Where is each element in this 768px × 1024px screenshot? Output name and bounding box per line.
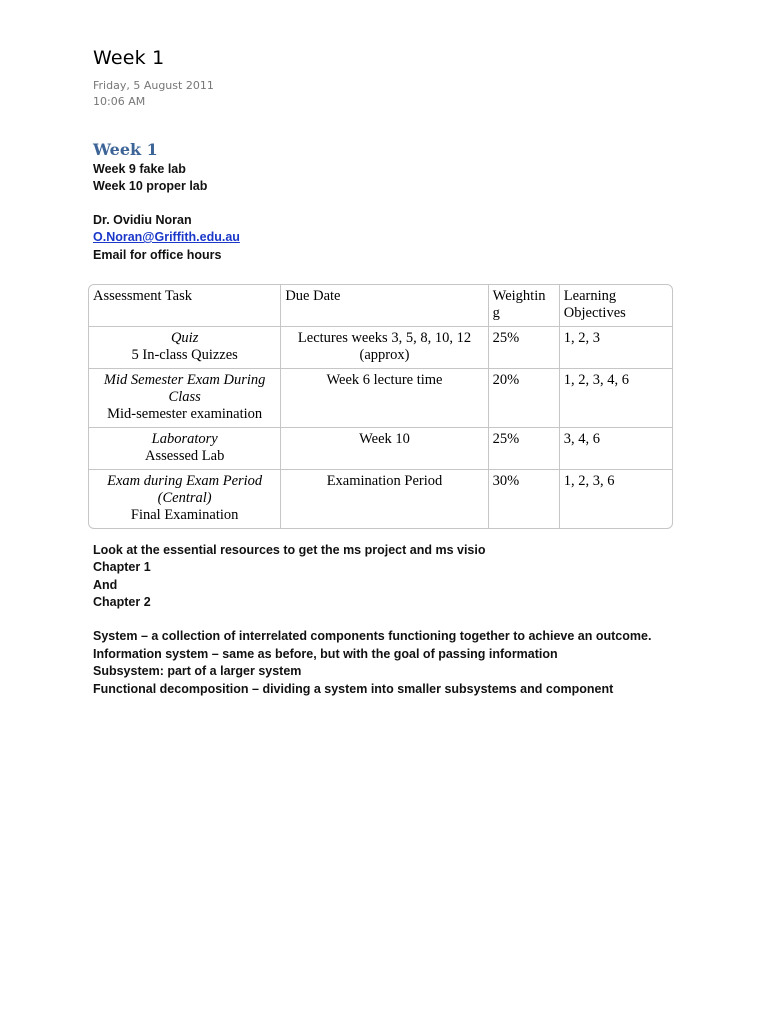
header-assessment-task: Assessment Task	[89, 285, 281, 327]
definition-subsystem: Subsystem: part of a larger system	[93, 664, 302, 678]
task-name: Assessed Lab	[144, 448, 225, 464]
table-row	[89, 428, 672, 470]
weighting-cell: 30%	[489, 470, 560, 528]
task-cell	[89, 369, 281, 428]
text-line-fake-lab: Week 9 fake lab	[93, 162, 186, 176]
definition-information-system: Information system – same as before, but with the goal of passing information	[93, 647, 558, 661]
definition-system: System – a collection of interrelated components functioning together to achieve an outcome.	[93, 629, 652, 643]
text-line-chapter-1: Chapter 1	[93, 560, 151, 574]
table-row	[89, 369, 672, 428]
objectives-cell: 3, 4, 6	[560, 428, 672, 470]
page-time: 10:06 AM	[93, 95, 146, 108]
text-line-resources: Look at the essential resources to get the ms project and ms visio	[93, 543, 486, 557]
objectives-cell: 1, 2, 3, 4, 6	[560, 369, 672, 428]
task-cell	[89, 327, 281, 369]
text-line-chapter-2: Chapter 2	[93, 595, 151, 609]
lecturer-email-link[interactable]: O.Noran@Griffith.edu.au	[93, 230, 240, 244]
text-line-office-hours: Email for office hours	[93, 248, 222, 262]
table-row	[89, 470, 672, 528]
objectives-cell: 1, 2, 3, 6	[563, 473, 615, 489]
weighting-cell: 25%	[489, 327, 560, 369]
header-learning-objectives: Learning Objectives	[560, 285, 672, 327]
task-type: Quiz	[170, 330, 199, 346]
due-date-cell: Examination Period	[281, 470, 488, 528]
task-cell	[89, 470, 281, 528]
task-type: Mid Semester Exam During Class	[103, 372, 266, 405]
page-title: Week 1	[93, 47, 165, 69]
weighting-cell: 20%	[489, 369, 560, 428]
page-date: Friday, 5 August 2011	[93, 79, 214, 92]
due-date-cell: Week 10	[281, 428, 488, 470]
task-name: Final Examination	[130, 507, 239, 523]
definition-functional-decomposition: Functional decomposition – dividing a system into smaller subsystems and component	[93, 682, 614, 696]
objectives-cell: 1, 2, 3	[560, 327, 672, 369]
task-name: Mid-semester examination	[107, 406, 263, 422]
task-type: Laboratory	[151, 431, 218, 447]
table-header-row	[89, 285, 672, 327]
task-type: Exam during Exam Period (Central)	[107, 473, 263, 506]
assessment-table	[88, 284, 673, 529]
header-due-date: Due Date	[281, 285, 488, 327]
table-row	[89, 327, 672, 369]
task-cell	[89, 428, 281, 470]
header-weighting: Weightin g	[489, 285, 560, 327]
due-date-cell: Week 6 lecture time	[281, 369, 488, 428]
text-line-and: And	[93, 578, 118, 592]
lecturer-name: Dr. Ovidiu Noran	[93, 213, 192, 227]
section-heading: Week 1	[93, 140, 158, 159]
text-line-proper-lab: Week 10 proper lab	[93, 179, 208, 193]
task-name: 5 In-class Quizzes	[131, 347, 238, 363]
due-date-cell: Lectures weeks 3, 5, 8, 10, 12 (approx)	[281, 327, 488, 369]
weighting-cell: 25%	[489, 428, 560, 470]
